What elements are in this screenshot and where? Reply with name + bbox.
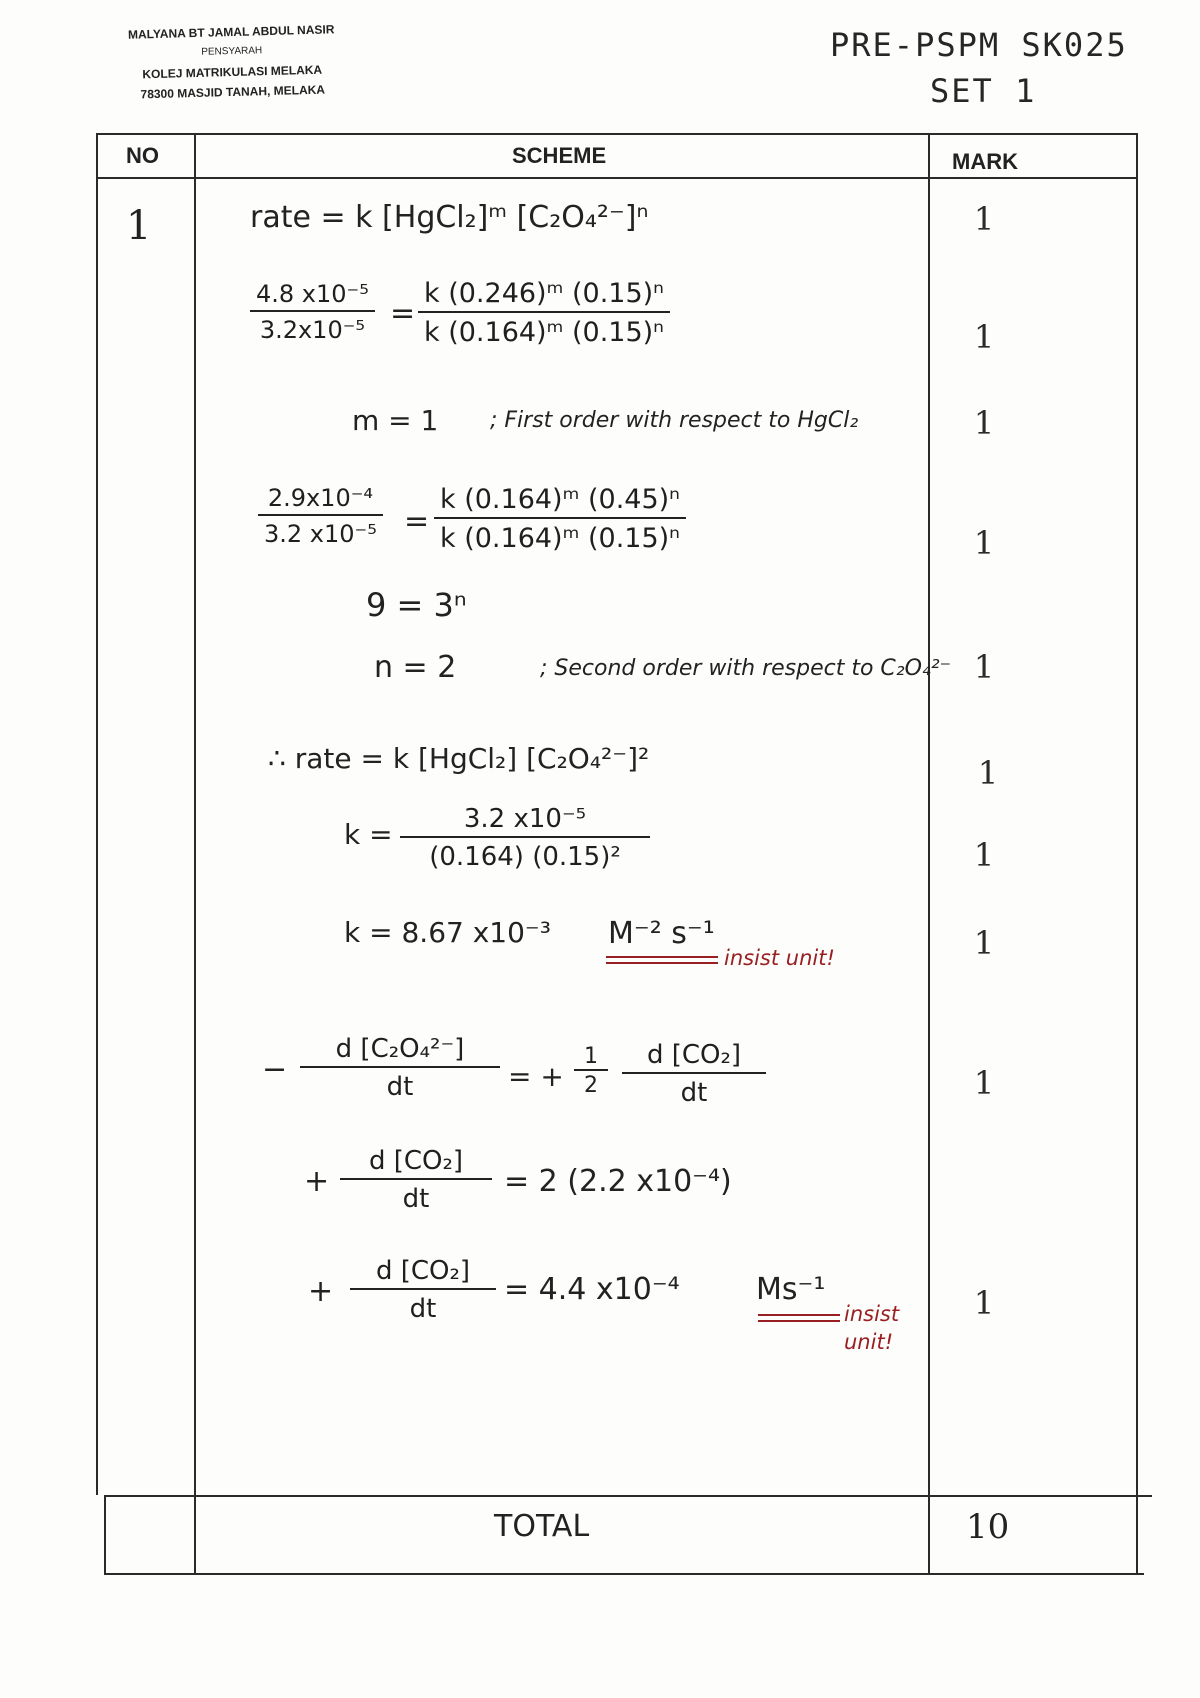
mark-5: 1 (973, 648, 995, 686)
n-result: n = 2 (374, 650, 457, 685)
ratio-1-right-num: k (0.246)ᵐ (0.15)ⁿ (418, 278, 670, 313)
ratio-2-right (434, 484, 686, 554)
mark-8: 1 (973, 924, 995, 962)
rel-half-num: 1 (574, 1044, 608, 1071)
ratio-1-left-num: 4.8 x10⁻⁵ (250, 280, 375, 312)
co2-fraction-1 (340, 1146, 492, 1214)
k-value: k = 8.67 x10⁻³ (344, 916, 551, 949)
co2-num-2: d [CO₂] (350, 1256, 496, 1290)
co2-val-2: = 4.4 x10⁻⁴ (504, 1272, 680, 1307)
final-rate: ∴ rate = k [HgCl₂] [C₂O₄²⁻]² (268, 742, 650, 775)
col-header-mark: MARK (952, 149, 1018, 174)
total-label: TOTAL (494, 1509, 590, 1544)
exam-set: SET 1 (930, 72, 1037, 110)
k-num: 3.2 x10⁻⁵ (400, 804, 650, 838)
co2-unit: Ms⁻¹ (756, 1272, 826, 1307)
mark-2: 1 (973, 318, 995, 356)
rate-law: rate = k [HgCl₂]ᵐ [C₂O₄²⁻]ⁿ (250, 200, 649, 235)
k-unit: M⁻² s⁻¹ (608, 916, 715, 951)
ratio-1-right-den: k (0.164)ᵐ (0.15)ⁿ (424, 317, 664, 348)
stamp-college: KOLEJ MATRIKULASI MELAKA (142, 62, 323, 82)
mark-10: 1 (973, 1284, 995, 1322)
rel-fraction-1 (300, 1034, 500, 1102)
exam-code-title: PRE-PSPM SK025 (830, 26, 1128, 64)
k-den: (0.164) (0.15)² (429, 842, 621, 872)
stamp-address: 78300 MASJID TANAH, MELAKA (140, 82, 326, 102)
co2-val-1: = 2 (2.2 x10⁻⁴) (504, 1164, 732, 1199)
n-reason: ; Second order with respect to C₂O₄²⁻ (540, 656, 952, 681)
co2-plus-1: + (304, 1164, 330, 1199)
ratio-2-left (258, 484, 383, 548)
note-insist-unit-2 (844, 1300, 899, 1356)
rel-half-den: 2 (584, 1073, 598, 1098)
equals-2: = (404, 504, 430, 539)
note-insist-unit-1: insist unit! (724, 946, 835, 970)
co2-den-2: dt (409, 1294, 437, 1324)
mark-4: 1 (973, 524, 995, 562)
rel-den-1: dt (386, 1072, 414, 1102)
co2-den-1: dt (402, 1184, 430, 1214)
note-2-line-2: unit! (844, 1330, 894, 1354)
equals-1: = (390, 296, 416, 331)
m-result: m = 1 (352, 404, 439, 437)
question-number: 1 (126, 203, 152, 249)
rel-num-1: d [C₂O₄²⁻] (300, 1034, 500, 1068)
ratio-2-right-num: k (0.164)ᵐ (0.45)ⁿ (434, 484, 686, 519)
co2-num-1: d [CO₂] (340, 1146, 492, 1180)
mark-7: 1 (973, 836, 995, 874)
mark-6: 1 (977, 754, 999, 792)
col-header-no: NO (126, 143, 159, 168)
rel-fraction-2 (622, 1040, 766, 1108)
stamp-name: MALYANA BT JAMAL ABDUL NASIR (127, 22, 335, 42)
lecturer-stamp (111, 19, 353, 105)
ratio-1-left (250, 280, 375, 344)
k-fraction (400, 804, 650, 872)
ratio-2-right-den: k (0.164)ᵐ (0.15)ⁿ (440, 523, 680, 554)
m-reason: ; First order with respect to HgCl₂ (490, 408, 859, 433)
total-value: 10 (966, 1507, 1010, 1547)
ratio-2-left-den: 3.2 x10⁻⁵ (264, 520, 377, 548)
ratio-1-left-den: 3.2x10⁻⁵ (259, 316, 366, 344)
exam-code (830, 26, 1130, 118)
rel-num-2: d [CO₂] (622, 1040, 766, 1074)
stamp-title: PENSYARAH (201, 45, 263, 58)
ratio-2-left-num: 2.9x10⁻⁴ (258, 484, 383, 516)
rel-den-2: dt (680, 1078, 708, 1108)
note-2-line-1: insist (844, 1302, 900, 1326)
mark-1: 1 (973, 200, 995, 238)
co2-plus-2: + (308, 1274, 334, 1309)
mark-9: 1 (973, 1064, 995, 1102)
co2-fraction-2 (350, 1256, 496, 1324)
k-label: k = (344, 818, 393, 851)
rel-half (574, 1044, 608, 1098)
rel-minus: − (262, 1052, 288, 1087)
ratio-1-right (418, 278, 670, 348)
mark-3: 1 (973, 404, 995, 442)
col-header-scheme: SCHEME (512, 143, 607, 168)
nine-eq: 9 = 3ⁿ (366, 586, 467, 624)
rel-eq: = + (508, 1060, 564, 1093)
